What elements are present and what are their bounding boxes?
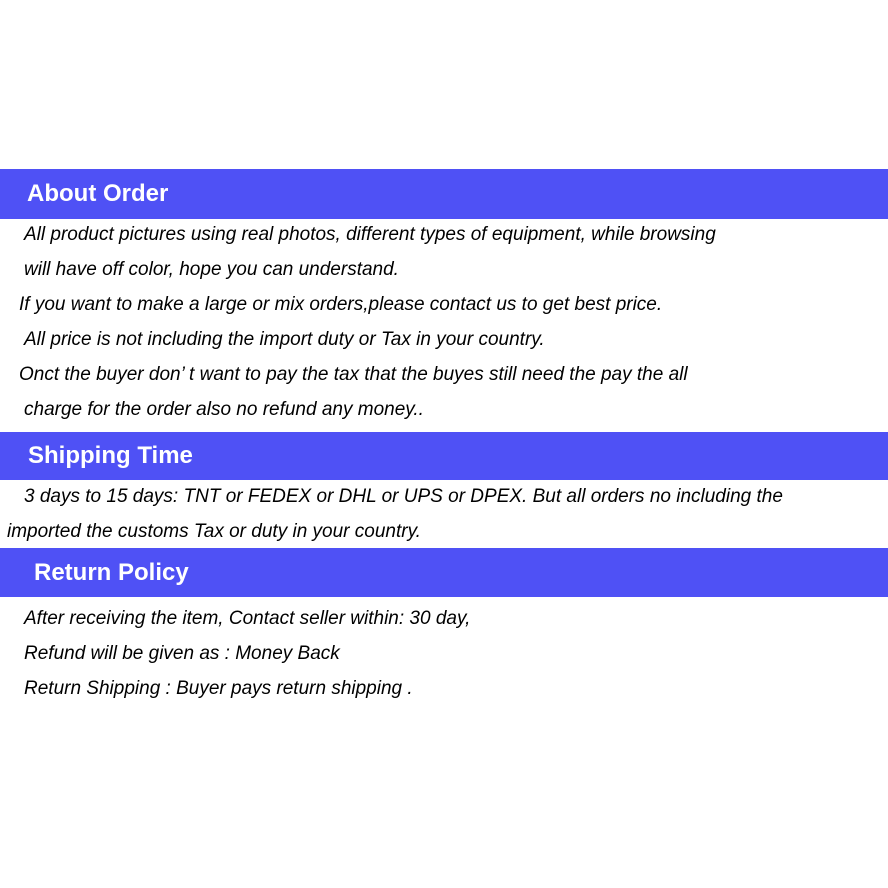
return-policy-line-1: After receiving the item, Contact seller within: 30 day, bbox=[24, 608, 471, 629]
about-order-line-2: will have off color, hope you can understand. bbox=[24, 259, 399, 280]
about-order-line-1: All product pictures using real photos, different types of equipment, while browsing bbox=[24, 224, 716, 245]
about-order-line-3: If you want to make a large or mix orders,please contact us to get best price. bbox=[19, 294, 663, 315]
return-policy-line-3: Return Shipping : Buyer pays return shipping . bbox=[24, 678, 413, 699]
about-order-line-4: All price is not including the import duty or Tax in your country. bbox=[24, 329, 545, 350]
about-order-header bbox=[0, 169, 888, 219]
return-policy-line-2: Refund will be given as : Money Back bbox=[24, 643, 340, 664]
return-policy-header bbox=[0, 548, 888, 597]
about-order-line-5: Onct the buyer don’ t want to pay the tax that the buyes still need the pay the all bbox=[19, 364, 688, 385]
shipping-time-line-1: 3 days to 15 days: TNT or FEDEX or DHL or UPS or DPEX. But all orders no including the bbox=[24, 486, 783, 507]
about-order-title: About Order bbox=[27, 180, 169, 207]
return-policy-title: Return Policy bbox=[34, 558, 189, 586]
shipping-time-title: Shipping Time bbox=[28, 442, 193, 469]
shipping-time-line-2: imported the customs Tax or duty in your country. bbox=[7, 521, 421, 542]
shipping-time-header bbox=[0, 432, 888, 480]
about-order-line-6: charge for the order also no refund any money.. bbox=[24, 399, 424, 420]
